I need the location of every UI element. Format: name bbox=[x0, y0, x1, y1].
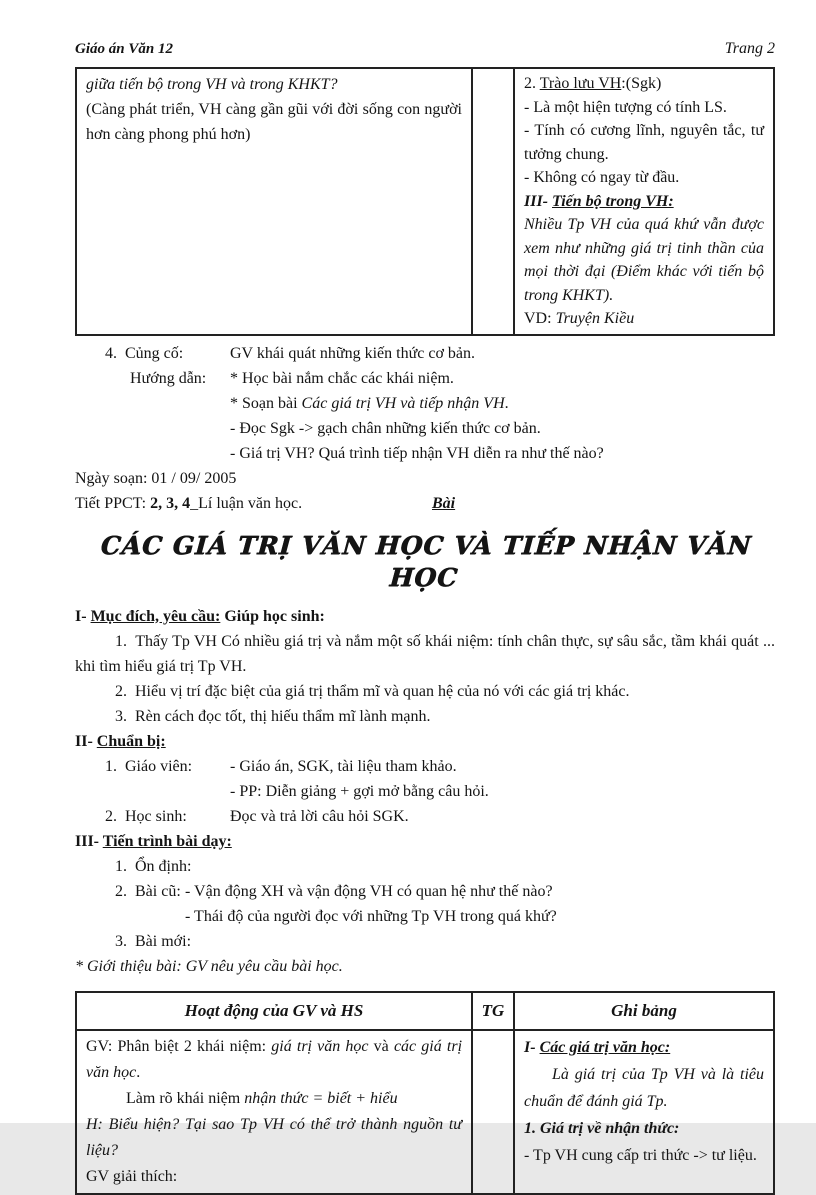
tg-cell bbox=[471, 1031, 513, 1193]
board-heading-I: I- Các giá trị văn học: bbox=[524, 1038, 671, 1056]
prep-label: 2. Học sinh: bbox=[105, 807, 187, 825]
activity-line: Làm rõ khái niệm nhận thức = biết + hiểu bbox=[126, 1089, 398, 1107]
wrapup-line: - Giá trị VH? Quá trình tiếp nhận VH diễn ra như thế nào? bbox=[230, 444, 604, 462]
wrapup-line: * Soạn bài Các giá trị VH và tiếp nhận VH. bbox=[230, 394, 509, 412]
board-cell bbox=[513, 1031, 773, 1193]
wrapup-line: - Đọc Sgk -> gạch chân những kiến thức cơ bản. bbox=[230, 419, 541, 437]
procedure-label: 2. Bài cũ: bbox=[115, 882, 181, 900]
board-heading-III: III- Tiến bộ trong VH: bbox=[524, 192, 674, 210]
wrapup-label-huongdan: Hướng dẫn: bbox=[130, 369, 207, 387]
col-header-board: Ghi bảng bbox=[513, 993, 773, 1031]
board-notes-cell bbox=[513, 69, 773, 334]
bai-label: Bài bbox=[432, 494, 456, 512]
section-tien-trinh bbox=[75, 829, 775, 979]
objective-item: 1. Thấy Tp VH Có nhiều giá trị và nắm một số khái niệm: tính chân thực, sự sâu sắc, tầm khái quát ... khi tìm hiểu giá trị Tp VH. bbox=[75, 632, 779, 675]
procedure-item bbox=[75, 879, 775, 904]
col-header-tg: TG bbox=[471, 993, 513, 1031]
section-heading: II- Chuẩn bị: bbox=[75, 732, 166, 750]
board-bullet: - Tp VH cung cấp tri thức -> tư liệu. bbox=[524, 1146, 757, 1164]
intro-note: * Giới thiệu bài: GV nêu yêu cầu bài học. bbox=[75, 957, 343, 975]
prep-line bbox=[75, 804, 775, 829]
prep-line bbox=[75, 754, 775, 779]
prep-text: - Giáo án, SGK, tài liệu tham khảo. bbox=[230, 757, 457, 775]
board-example: VD: Truyện Kiều bbox=[524, 310, 635, 327]
note-line: (Càng phát triển, VH càng gần gũi với đời sống con người hơn càng phong phú hơn) bbox=[86, 101, 462, 143]
wrapup-line bbox=[75, 341, 775, 366]
procedure-question: - Thái độ của người đọc với những Tp VH trong quá khứ? bbox=[185, 907, 557, 925]
wrapup-line bbox=[75, 366, 775, 391]
board-item-2: 2. Trào lưu VH:(Sgk) bbox=[524, 75, 662, 92]
objective-item: 2. Hiểu vị trí đặc biệt của giá trị thẩm mĩ và quan hệ của nó với các giá trị khác. bbox=[115, 682, 630, 700]
wrapup-text: GV khái quát những kiến thức cơ bản. bbox=[230, 344, 476, 362]
prep-text: Đọc và trả lời câu hỏi SGK. bbox=[230, 807, 409, 825]
activities-cell bbox=[77, 1031, 471, 1193]
prep-label: 1. Giáo viên: bbox=[105, 757, 193, 775]
page-header bbox=[75, 36, 775, 62]
activity-line: GV giải thích: bbox=[86, 1167, 178, 1185]
wrapup-block bbox=[75, 341, 775, 516]
lesson-title: CÁC GIÁ TRỊ VĂN HỌC VÀ TIẾP NHẬN VĂN HỌC bbox=[99, 530, 753, 592]
procedure-item: 3. Bài mới: bbox=[115, 932, 192, 950]
section-heading: III- Tiến trình bài dạy: bbox=[75, 832, 232, 850]
board-subheading: 1. Giá trị về nhận thức: bbox=[524, 1119, 680, 1137]
procedure-question: - Vận động XH và vận động VH có quan hệ như thế nào? bbox=[185, 882, 553, 900]
col-header-activities: Hoạt động của GV và HS bbox=[77, 993, 471, 1031]
wrapup-text: * Học bài nắm chắc các khái niệm. bbox=[230, 369, 454, 387]
activities-table-continued bbox=[75, 67, 775, 336]
board-definition: Là giá trị của Tp VH và là tiêu chuẩn để đánh giá Tp. bbox=[524, 1065, 764, 1110]
board-bullet: - Là một hiện tượng có tính LS. bbox=[524, 98, 727, 116]
board-bullet: - Tính có cương lĩnh, nguyên tắc, tư tưởng chung. bbox=[524, 122, 764, 163]
activities-table bbox=[75, 991, 775, 1195]
objective-item: 3. Rèn cách đọc tốt, thị hiếu thẩm mĩ lành mạnh. bbox=[115, 707, 431, 725]
period-line: Tiết PPCT: 2, 3, 4_Lí luận văn học. Bài bbox=[75, 491, 775, 516]
section-muc-dich bbox=[75, 604, 779, 729]
activities-cell-left bbox=[77, 69, 471, 334]
activity-question: H: Biểu hiện? Tại sao Tp VH có thể trở thành nguồn tư liệu? bbox=[86, 1115, 462, 1159]
section-heading: I- Mục đích, yêu cầu: Giúp học sinh: bbox=[75, 607, 325, 625]
activity-line: GV: Phân biệt 2 khái niệm: giá trị văn học và các giá trị văn học. bbox=[86, 1037, 463, 1081]
procedure-item: 1. Ổn định: bbox=[115, 857, 192, 875]
board-bullet: - Không có ngay từ đầu. bbox=[524, 169, 680, 186]
page-number: Trang 2 bbox=[724, 40, 775, 57]
document-title: Giáo án Văn 12 bbox=[75, 41, 173, 57]
board-paragraph: Nhiều Tp VH của quá khứ vẫn được xem như những giá trị tinh thần của mọi thời đại (Điểm khác với tiến bộ trong KHKT). bbox=[524, 216, 764, 304]
section-chuan-bi bbox=[75, 729, 775, 829]
prep-line: - PP: Diễn giảng + gợi mở bằng câu hỏi. bbox=[230, 782, 489, 800]
question-line: giữa tiến bộ trong VH và trong KHKT? bbox=[86, 76, 338, 93]
wrapup-label-cungco: 4. Củng cố: bbox=[105, 344, 184, 362]
tg-cell-empty bbox=[471, 69, 513, 334]
date-line: Ngày soạn: 01 / 09/ 2005 bbox=[75, 469, 237, 487]
